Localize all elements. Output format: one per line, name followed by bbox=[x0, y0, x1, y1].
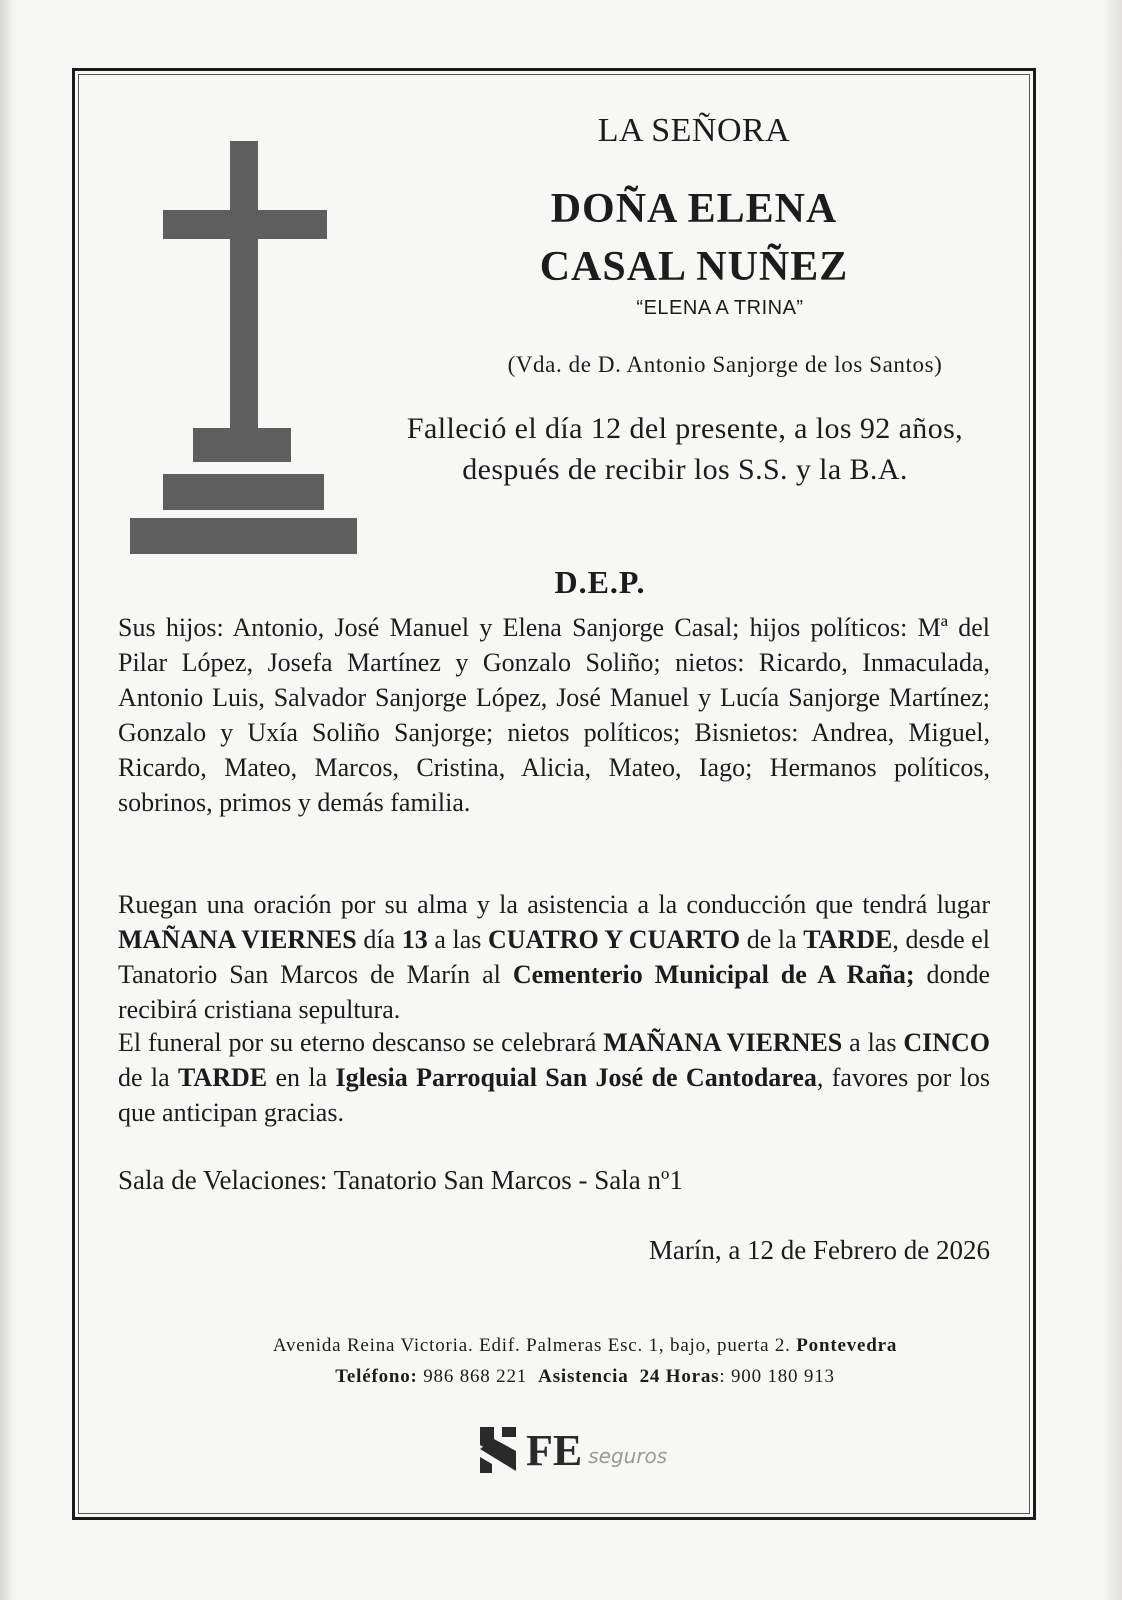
widow-of-line: (Vda. de D. Antonio Sanjorge de los Santos) bbox=[507, 352, 943, 377]
funeral-home-address: Avenida Reina Victoria. Edif. Palmeras Esc. 1, bajo, puerta 2. Pontevedra bbox=[272, 1335, 898, 1356]
place-and-date: Marín, a 12 de Febrero de 2026 bbox=[648, 1235, 990, 1265]
honorific-title: LA SEÑORA bbox=[597, 112, 791, 149]
deceased-name-line2: CASAL NUÑEZ bbox=[539, 244, 849, 290]
family-paragraph: Sus hijos: Antonio, José Manuel y Elena Sanjorge Casal; hijos políticos: Mª del Pilar López, Josefa Martínez y Gonzalo Soliño; nietos: Ricardo, Inmaculada, Antonio Luis, Salvador Sanjorge López, José Manuel y Lucía Sanjorge Martínez; Gonzalo y Uxía Soliño Sanjorge; nietos políticos; Bisnietos: Andrea, Miguel, Ricardo, Mateo, Marcos, Cristina, Alicia, Mateo, Iago; Hermanos políticos, sobrinos, primos y demás familia. bbox=[118, 613, 990, 817]
funeral-paragraph: El funeral por su eterno descanso se celebrará MAÑANA VIERNES a las CINCO de la TARDE en la Iglesia Parroquial San José de Cantodarea, favores por los que anticipan gracias. bbox=[118, 1028, 991, 1127]
fe-seguros-logo-mark-icon bbox=[478, 1423, 518, 1475]
burial-paragraph: Ruegan una oración por su alma y la asistencia a la conducción que tendrá lugar MAÑANA VIERNES día 13 a las CUATRO Y CUARTO de la TARDE, desde el Tanatorio San Marcos de Marín al Cementerio Municipal de A Raña; donde recibirá cristiana sepultura. bbox=[118, 890, 991, 1024]
fe-seguros-logo bbox=[478, 1415, 667, 1475]
logo-seguros-text: seguros bbox=[588, 1444, 668, 1468]
rest-in-peace-heading: D.E.P. bbox=[554, 564, 646, 600]
logo-fe-text: FE bbox=[526, 1426, 583, 1475]
death-notice: Falleció el día 12 del presente, a los 92 años, después de recibir los S.S. y la B.A. bbox=[406, 412, 964, 486]
wake-room-line: Sala de Velaciones: Tanatorio San Marcos - Sala nº1 bbox=[118, 1165, 683, 1195]
deceased-name-line1: DOÑA ELENA bbox=[550, 186, 838, 232]
funeral-home-phones: Teléfono: 986 868 221 Asistencia 24 Horas: 900 180 913 bbox=[335, 1366, 835, 1387]
deceased-nickname: “ELENA A TRINA” bbox=[636, 297, 804, 319]
